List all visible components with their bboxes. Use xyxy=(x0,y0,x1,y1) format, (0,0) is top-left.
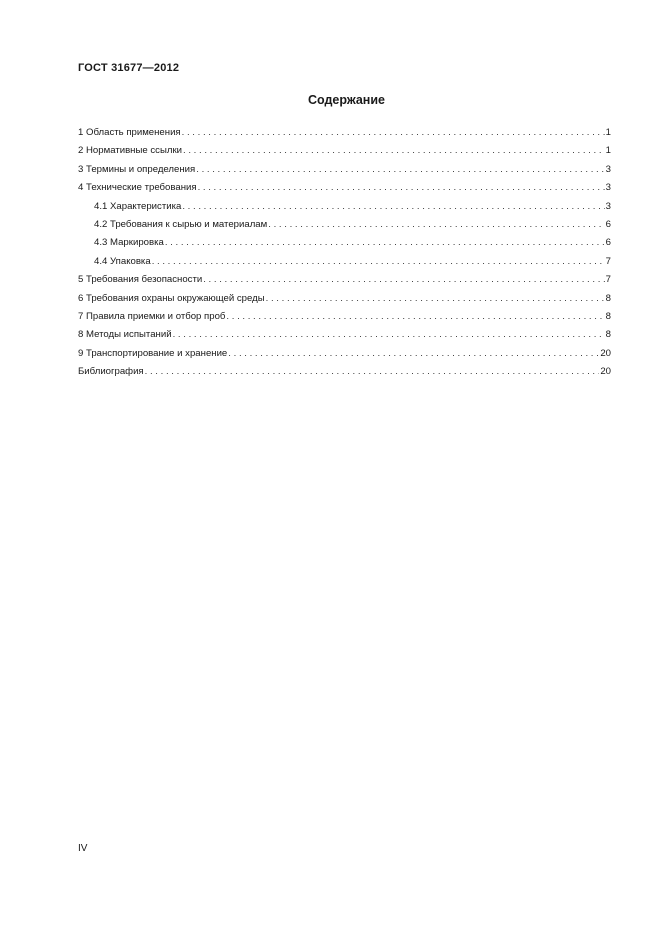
toc-dot-leader xyxy=(152,253,605,271)
toc-dot-leader xyxy=(182,124,605,142)
toc-entry[interactable] xyxy=(78,308,611,326)
toc-entry-page: 3 xyxy=(605,163,611,175)
toc-dot-leader xyxy=(226,308,604,326)
toc-entry-label: 4 Технические требования xyxy=(78,182,197,194)
toc-entry-page: 1 xyxy=(605,127,611,138)
toc-entry[interactable] xyxy=(78,345,611,363)
toc-entry-label: Библиография xyxy=(78,366,144,378)
toc-entry-page: 1 xyxy=(605,145,611,157)
toc-entry-page: 7 xyxy=(605,255,611,267)
toc-entry[interactable] xyxy=(78,253,611,271)
toc-entry[interactable] xyxy=(78,161,611,179)
toc-dot-leader xyxy=(182,198,604,216)
toc-dot-leader xyxy=(173,326,605,344)
toc-dot-leader xyxy=(268,216,604,234)
toc-dot-leader xyxy=(145,363,600,381)
toc-entry-page: 6 xyxy=(605,237,611,249)
toc-entry-label: 3 Термины и определения xyxy=(78,163,196,175)
toc-entry-label: 4.2 Требования к сырью и материалам xyxy=(94,218,268,230)
toc-entry[interactable] xyxy=(78,124,611,142)
toc-entry-label: 2 Нормативные ссылки xyxy=(78,145,183,157)
toc-entry-page: 8 xyxy=(605,329,611,341)
toc-entry-page: 7 xyxy=(605,274,611,286)
toc-dot-leader xyxy=(228,345,599,363)
toc-dot-leader xyxy=(196,161,604,179)
toc-entry-label: 4.4 Упаковка xyxy=(94,255,151,267)
toc-entry-page: 20 xyxy=(600,366,611,378)
toc-entry-label: 4.3 Маркировка xyxy=(94,237,164,249)
toc-dot-leader xyxy=(203,271,604,289)
toc-entry[interactable] xyxy=(78,198,611,216)
toc-entry-label: 9 Транспортирование и хранение xyxy=(78,347,228,359)
toc-entry-label: 6 Требования охраны окружающей среды xyxy=(78,292,265,304)
toc-entry[interactable] xyxy=(78,234,611,252)
toc-entry-page: 8 xyxy=(605,310,611,322)
toc-entry[interactable] xyxy=(78,363,611,381)
toc-dot-leader xyxy=(183,142,605,160)
toc-entry-page: 3 xyxy=(605,182,611,194)
toc-entry-page: 20 xyxy=(600,347,611,359)
toc-dot-leader xyxy=(198,179,605,197)
table-of-contents xyxy=(78,124,611,381)
toc-entry-page: 8 xyxy=(605,292,611,304)
toc-entry-page: 3 xyxy=(605,200,611,212)
toc-entry[interactable] xyxy=(78,216,611,234)
toc-entry-label: 8 Методы испытаний xyxy=(78,329,172,341)
toc-entry[interactable] xyxy=(78,326,611,344)
toc-dot-leader xyxy=(266,290,605,308)
document-id-header: ГОСТ 31677—2012 xyxy=(78,62,180,74)
page-number: IV xyxy=(78,843,88,854)
toc-entry-label: 5 Требования безопасности xyxy=(78,274,203,286)
toc-dot-leader xyxy=(165,234,605,252)
toc-entry[interactable] xyxy=(78,271,611,289)
toc-title: Содержание xyxy=(307,93,385,107)
toc-entry[interactable] xyxy=(78,179,611,197)
toc-entry[interactable] xyxy=(78,142,611,160)
toc-entry-label: 4.1 Характеристика xyxy=(94,200,182,212)
toc-entry-label: 7 Правила приемки и отбор проб xyxy=(78,310,226,322)
toc-entry-label: 1 Область применения xyxy=(78,127,181,138)
toc-entry[interactable] xyxy=(78,290,611,308)
toc-entry-page: 6 xyxy=(605,218,611,230)
